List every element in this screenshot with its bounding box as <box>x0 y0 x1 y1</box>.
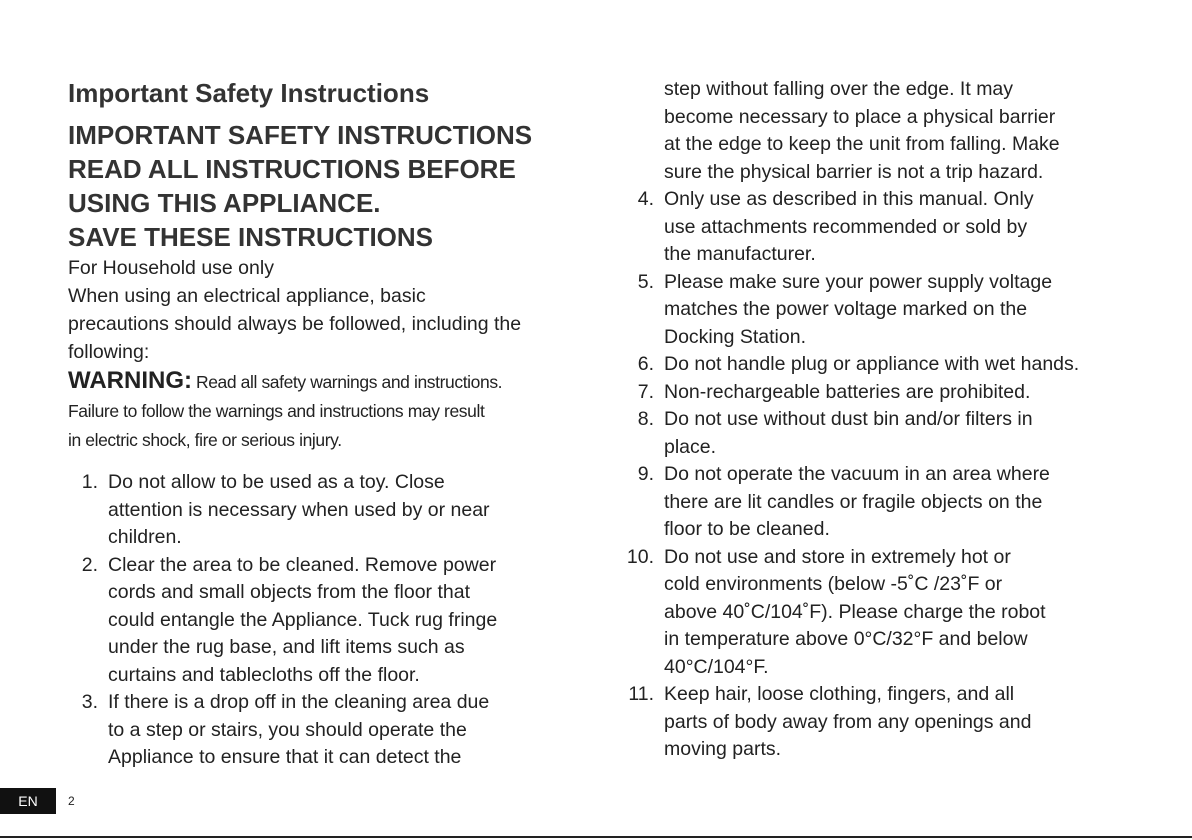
warning-line: Failure to follow the warnings and instructions may result <box>68 401 485 421</box>
caps-line: READ ALL INSTRUCTIONS BEFORE <box>68 154 516 184</box>
item-line: at the edge to keep the unit from falling. Make <box>664 133 1060 155</box>
page-footer <box>0 788 75 814</box>
item-number: 5. <box>637 270 654 293</box>
item-line: moving parts. <box>664 738 782 760</box>
section-title: Important Safety Instructions <box>68 78 430 108</box>
warning-line: in electric shock, fire or serious injury. <box>68 430 342 450</box>
item-line: use attachments recommended or sold by <box>664 215 1028 238</box>
item-line: Appliance to ensure that it can detect the <box>108 746 462 768</box>
intro-line: following: <box>68 341 150 363</box>
item-number: 10. <box>626 545 654 568</box>
item-line: step without falling over the edge. It may <box>664 78 1014 100</box>
right-column <box>618 76 1138 764</box>
intro-line: When using an electrical appliance, basic <box>68 285 426 307</box>
item-line: curtains and tablecloths off the floor. <box>108 663 420 686</box>
warning-line <box>68 366 578 397</box>
item-number: 8. <box>637 408 654 430</box>
list-item <box>68 552 578 690</box>
item-line: Docking Station. <box>664 325 806 348</box>
item-number: 1. <box>81 471 98 493</box>
list-item <box>618 379 1138 407</box>
warning-text: Read all safety warnings and instructions. <box>195 372 503 392</box>
intro-line: precautions should always be followed, including the <box>68 313 522 335</box>
caps-warning-block <box>68 118 578 254</box>
item-line: in temperature above 0°C/32°F and below <box>664 628 1028 650</box>
item-line: Please make sure your power supply voltage <box>664 270 1053 293</box>
list-item <box>618 461 1138 544</box>
item-line: children. <box>108 526 182 548</box>
item-number: 4. <box>637 188 654 210</box>
item-line: the manufacturer. <box>664 243 816 265</box>
caps-line: IMPORTANT SAFETY INSTRUCTIONS <box>68 120 533 150</box>
item-line: become necessary to place a physical barrier <box>664 105 1056 128</box>
item-line: there are lit candles or fragile objects on the <box>664 490 1043 513</box>
item-line: to a step or stairs, you should operate the <box>108 718 467 741</box>
safety-list <box>618 186 1138 764</box>
bottom-rule <box>0 836 1192 838</box>
item-line: sure the physical barrier is not a trip hazard. <box>664 160 1044 183</box>
item-line: matches the power voltage marked on the <box>664 298 1028 320</box>
item-line: under the rug base, and lift items such as <box>108 636 465 658</box>
item-line: Do not operate the vacuum in an area where <box>664 463 1050 485</box>
list-item <box>618 681 1138 764</box>
item-line: Keep hair, loose clothing, fingers, and all <box>664 683 1015 705</box>
item-line: Only use as described in this manual. Only <box>664 188 1034 210</box>
item-number: 9. <box>637 463 654 485</box>
item-line: If there is a drop off in the cleaning area due <box>108 691 490 713</box>
item-line: floor to be cleaned. <box>664 518 830 540</box>
caps-line: SAVE THESE INSTRUCTIONS <box>68 222 434 252</box>
safety-list <box>68 469 578 772</box>
list-item <box>618 406 1138 461</box>
left-column <box>68 76 578 772</box>
item-number: 2. <box>81 553 98 576</box>
list-item <box>68 469 578 552</box>
caps-line: USING THIS APPLIANCE. <box>68 188 381 218</box>
household-note: For Household use only <box>68 257 274 279</box>
page-number: 2 <box>68 794 75 808</box>
item-line: Do not allow to be used as a toy. Close <box>108 471 445 493</box>
list-item <box>68 689 578 772</box>
item-line: could entangle the Appliance. Tuck rug fringe <box>108 608 498 631</box>
list-item <box>618 186 1138 269</box>
item-number: 11. <box>628 683 654 705</box>
list-item <box>618 544 1138 682</box>
item-3-continuation <box>618 76 1138 186</box>
warning-label: WARNING: <box>68 367 192 394</box>
item-line: place. <box>664 435 717 458</box>
item-line: Non-rechargeable batteries are prohibited. <box>664 380 1031 403</box>
item-line: Do not use without dust bin and/or filters in <box>664 408 1033 430</box>
item-line: parts of body away from any openings and <box>664 710 1032 733</box>
list-item <box>618 269 1138 352</box>
item-line: Do not use and store in extremely hot or <box>664 545 1011 568</box>
item-line: 40°C/104°F. <box>664 655 769 678</box>
item-line: attention is necessary when used by or near <box>108 498 490 521</box>
item-line: cords and small objects from the floor that <box>108 581 470 603</box>
language-tab: EN <box>0 788 56 814</box>
item-line: Clear the area to be cleaned. Remove power <box>108 553 497 576</box>
item-line: above 40˚C/104˚F). Please charge the robot <box>664 600 1046 623</box>
item-line: Do not handle plug or appliance with wet hands. <box>664 353 1080 375</box>
item-number: 6. <box>637 353 654 375</box>
list-item <box>618 351 1138 379</box>
item-number: 3. <box>81 691 98 713</box>
item-line: cold environments (below -5˚C /23˚F or <box>664 573 1003 595</box>
item-number: 7. <box>637 380 654 403</box>
